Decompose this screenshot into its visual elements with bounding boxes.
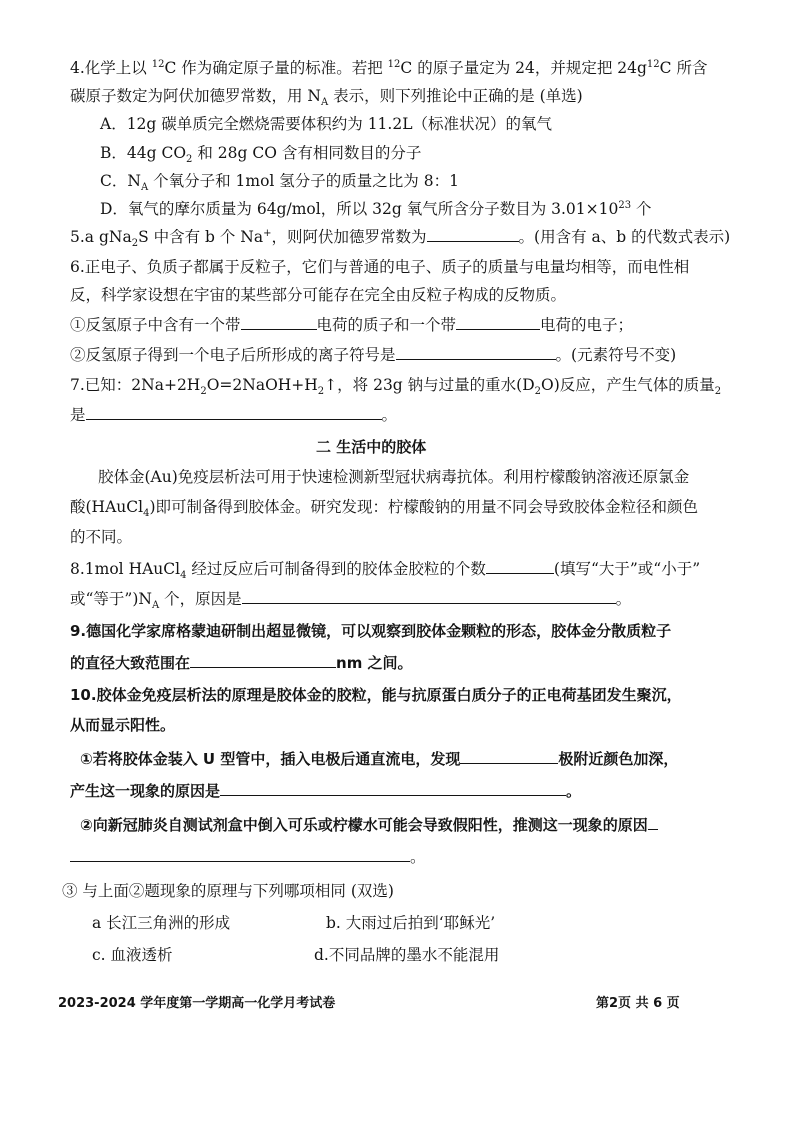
- q8-blank-1[interactable]: [486, 558, 554, 574]
- q10-option-d: d.不同品牌的墨水不能混用: [314, 946, 500, 964]
- exam-footer-title: 2023-2024 学年度第一学期高一化学月考试卷: [58, 996, 336, 1011]
- q10-part-3: ③ 与上面②题现象的原理与下列哪项相同 (双选): [62, 882, 394, 900]
- q10-option-b: b. 大雨过后拍到‘耶稣光’: [326, 914, 496, 932]
- q6-blank-3[interactable]: [396, 344, 556, 360]
- q10-stem-2: 从而显示阳性。: [70, 716, 176, 734]
- q6-stem-line-2: 反，科学家设想在宇宙的某些部分可能存在完全由反粒子构成的反物质。: [70, 286, 567, 304]
- q6-part-1: ①反氢原子中含有一个带 电荷的质子和一个带 电荷的电子；: [70, 316, 634, 334]
- q6-blank-1[interactable]: [241, 314, 317, 330]
- q10-part-2-line-1: ②向新冠肺炎自测试剂盒中倒入可乐或柠檬水可能会导致假阳性，推测这一现象的原因: [80, 814, 658, 836]
- passage-line-1: 胶体金(Au)免疫层析法可用于快速检测新型冠状病毒抗体。利用柠檬酸钠溶液还原氯金: [98, 468, 690, 486]
- q7-answer-line: 是 。: [70, 406, 398, 424]
- q10-option-c: c. 血液透析: [92, 946, 173, 964]
- passage-line-3: 的不同。: [70, 528, 133, 546]
- q10-part-1-line-2: 产生这一现象的原因是 。: [70, 782, 582, 800]
- q9-blank[interactable]: [190, 652, 336, 668]
- q9-line-1: 9.德国化学家席格蒙迪研制出超显微镜，可以观察到胶体金颗粒的形态，胶体金分散质粒子: [70, 622, 672, 640]
- section-heading: 二 生活中的胶体: [316, 438, 427, 456]
- q10-part-2-line-2: 。: [70, 846, 426, 868]
- q9-line-2: 的直径大致范围在 nm 之间。: [70, 654, 413, 672]
- q10-option-a: a 长江三角洲的形成: [92, 914, 231, 932]
- q8-line-2: 或“等于$”)N_A$ 个，原因是 。: [70, 590, 632, 612]
- q10-part-1-line-1: ①若将胶体金装入 U 型管中，插入电极后通直流电，发现 极附近颜色加深，: [80, 750, 679, 768]
- q10-blank-1[interactable]: [460, 748, 558, 764]
- passage-line-2: 酸(HAuCl$_4$)即可制备得到胶体金。研究发现：柠檬酸钠的用量不同会导致胶体金粒径和颜色: [70, 498, 698, 520]
- q8-blank-2[interactable]: [242, 588, 616, 604]
- q4-stem-line-1: 4.化学上以 $^{12}$C 作为确定原子量的标准。若把 $^{12}$C 的原子量定为 24，并规定把 $24g^{12}C$ 所含: [70, 58, 708, 77]
- q4-option-c: C．$N_A$ 个氧分子和 1mol 氢分子的质量之比为 8：1: [100, 172, 459, 194]
- q6-stem-line-1: 6.正电子、负质子都属于反粒子，它们与普通的电子、质子的质量与电量均相等，而电性相: [70, 258, 690, 276]
- q4-stem-line-2: 碳原子数定为阿伏加德罗常数，用 $N_A$ 表示，则下列推论中正确的是 (单选): [70, 87, 583, 109]
- q6-blank-2[interactable]: [456, 314, 540, 330]
- q8-line-1: 8.1mol HAuCl$_4$ 经过反应后可制备得到的胶体金胶粒的个数 (填写“大于”或“小于”: [70, 560, 701, 582]
- q10-blank-2[interactable]: [220, 780, 566, 796]
- q10-blank-3a[interactable]: [648, 814, 658, 830]
- q6-part-2: ②反氢原子得到一个电子后所形成的离子符号是 。(元素符号不变): [70, 346, 677, 364]
- q4-option-d: D．氧气的摩尔质量为 64g/mol，所以 32g 氧气所含分子数目为 $3.01\times 10^{23}$ 个: [100, 199, 652, 218]
- q7-answer-blank[interactable]: [86, 404, 382, 420]
- q7-stem: 7.已知：$2Na+2H_2O=2NaOH+H_2↑$，将 23g 钠与过量的重水$(D_2O)$反应，产生气体的质量$_2$: [70, 376, 722, 398]
- q5-answer-blank[interactable]: [427, 226, 519, 242]
- q4-option-b: B．44g $CO_2$ 和 28g CO 含有相同数目的分子: [100, 144, 422, 166]
- page-number: 第2页 共 6 页: [596, 996, 680, 1011]
- q10-stem-1: 10.胶体金免疫层析法的原理是胶体金的胶粒，能与抗原蛋白质分子的正电荷基团发生聚沉，: [70, 686, 682, 704]
- q5-line: 5.a gNa$_2$S 中含有 b 个 Na+，则阿伏加德罗常数为 。(用含有 a、b 的代数式表示): [70, 227, 731, 250]
- q10-blank-3[interactable]: [70, 846, 410, 862]
- q4-option-a: A．12g 碳单质完全燃烧需要体积约为 11.2L（标准状况）的氧气: [100, 115, 552, 133]
